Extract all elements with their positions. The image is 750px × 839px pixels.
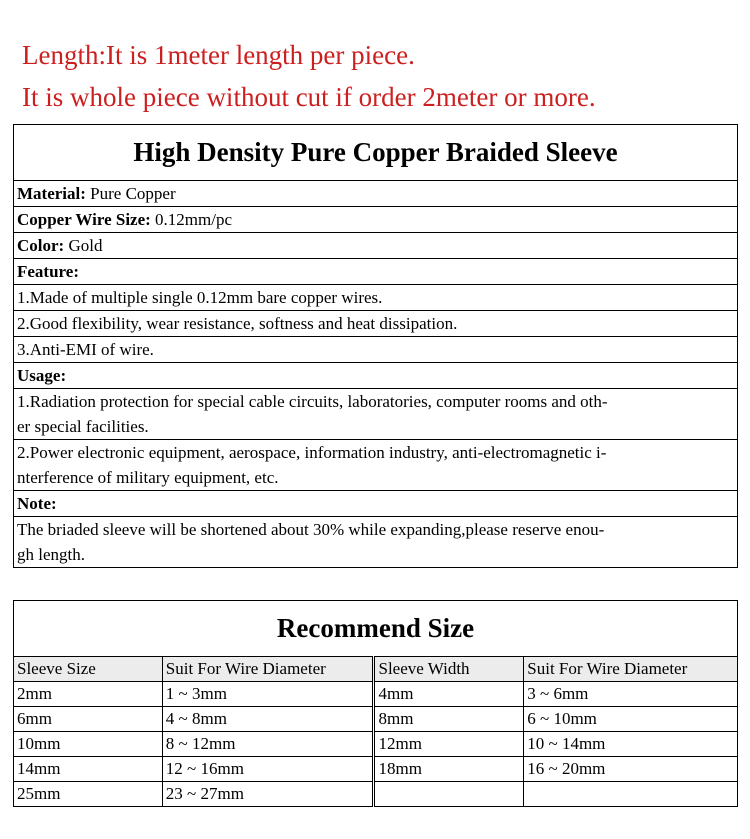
feature-item: 3.Anti-EMI of wire.	[14, 337, 738, 363]
feature-item: 1.Made of multiple single 0.12mm bare copper wires.	[14, 285, 738, 311]
notice-line-1: Length:It is 1meter length per piece.	[22, 40, 415, 70]
cell: 8 ~ 12mm	[162, 732, 374, 757]
header-sleeve-size: Sleeve Size	[14, 657, 163, 682]
note-line: The briaded sleeve will be shortened about 30% while expanding,please reserve enou-	[17, 520, 605, 539]
wire-size-label: Copper Wire Size:	[17, 210, 151, 229]
note-heading: Note:	[14, 491, 738, 517]
usage-item	[14, 389, 738, 440]
cell: 4mm	[374, 682, 524, 707]
feature-heading: Feature:	[14, 259, 738, 285]
cell: 18mm	[374, 757, 524, 782]
notice-line-2: It is whole piece without cut if order 2meter or more.	[22, 82, 596, 112]
color-label: Color:	[17, 236, 65, 255]
note-text	[14, 517, 738, 568]
cell: 12mm	[374, 732, 524, 757]
size-table	[13, 600, 738, 807]
header-wire-diameter: Suit For Wire Diameter	[162, 657, 374, 682]
color-value: Gold	[64, 236, 103, 255]
table-row	[14, 707, 738, 732]
note-line: gh length.	[17, 545, 85, 564]
feature-item: 2.Good flexibility, wear resistance, softness and heat dissipation.	[14, 311, 738, 337]
cell: 10mm	[14, 732, 163, 757]
table-row	[14, 682, 738, 707]
cell: 3 ~ 6mm	[524, 682, 738, 707]
cell: 4 ~ 8mm	[162, 707, 374, 732]
header-wire-diameter: Suit For Wire Diameter	[524, 657, 738, 682]
usage-item-line: 2.Power electronic equipment, aerospace, information industry, anti-electromagnetic i-	[17, 443, 607, 462]
cell: 12 ~ 16mm	[162, 757, 374, 782]
usage-item-line: 1.Radiation protection for special cable circuits, laboratories, computer rooms and oth-	[17, 392, 608, 411]
spec-title: High Density Pure Copper Braided Sleeve	[14, 125, 738, 181]
table-row	[14, 757, 738, 782]
spec-table	[13, 124, 738, 568]
size-title: Recommend Size	[14, 601, 738, 657]
cell: 6 ~ 10mm	[524, 707, 738, 732]
size-header-row	[14, 657, 738, 682]
header-sleeve-width: Sleeve Width	[374, 657, 524, 682]
cell	[524, 782, 738, 807]
usage-item	[14, 440, 738, 491]
material-value: Pure Copper	[85, 184, 176, 203]
wire-size-row	[14, 207, 738, 233]
wire-size-value: 0.12mm/pc	[150, 210, 233, 229]
cell: 16 ~ 20mm	[524, 757, 738, 782]
cell: 14mm	[14, 757, 163, 782]
material-label: Material:	[17, 184, 86, 203]
table-row	[14, 732, 738, 757]
cell: 25mm	[14, 782, 163, 807]
cell: 10 ~ 14mm	[524, 732, 738, 757]
cell: 1 ~ 3mm	[162, 682, 374, 707]
cell: 6mm	[14, 707, 163, 732]
usage-heading: Usage:	[14, 363, 738, 389]
cell	[374, 782, 524, 807]
usage-item-line: nterference of military equipment, etc.	[17, 468, 279, 487]
usage-item-line: er special facilities.	[17, 417, 149, 436]
table-row	[14, 782, 738, 807]
color-row	[14, 233, 738, 259]
material-row	[14, 181, 738, 207]
cell: 23 ~ 27mm	[162, 782, 374, 807]
cell: 8mm	[374, 707, 524, 732]
length-notice	[22, 34, 596, 118]
cell: 2mm	[14, 682, 163, 707]
